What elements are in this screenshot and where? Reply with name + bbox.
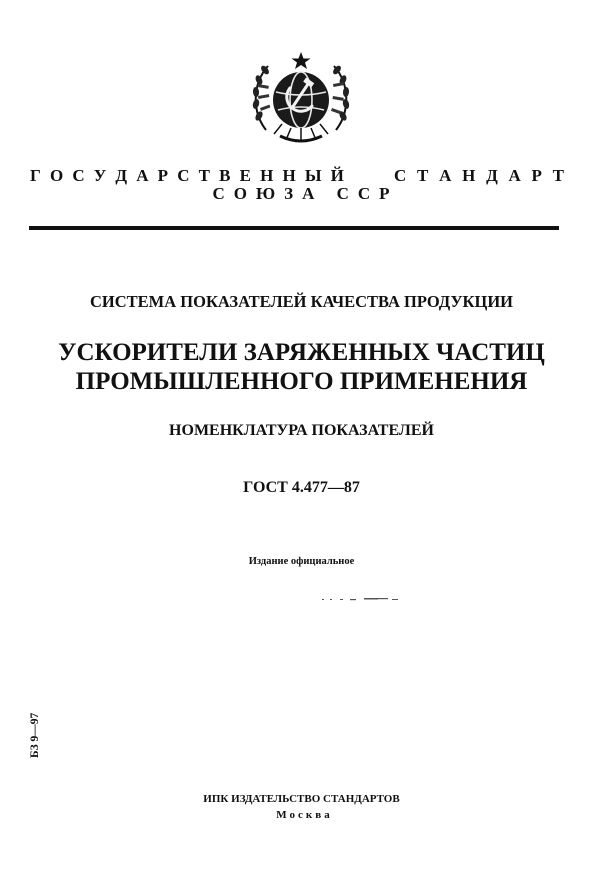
header-letter: Т [417, 166, 429, 185]
header-word-standard [394, 166, 564, 186]
document-title [0, 338, 603, 396]
header-letter: С [177, 166, 190, 185]
header-letter: А [439, 166, 452, 185]
header-letter: В [219, 166, 231, 185]
header-letter: Й [330, 166, 344, 185]
header-letter: Р [531, 166, 542, 185]
publisher-city: Москва [276, 809, 333, 821]
header-letter: А [136, 166, 149, 185]
header-line-2: СОЮЗА ССР [212, 184, 399, 203]
header-letter: С [394, 166, 407, 185]
header-word-state [30, 166, 344, 186]
header-letter: Е [239, 166, 251, 185]
document-subtitle: НОМЕНКЛАТУРА ПОКАЗАТЕЛЕЙ [169, 422, 434, 439]
edition-note: Издание официальное [248, 556, 355, 567]
header-letter: Ы [304, 166, 322, 185]
header-letter: Д [486, 166, 498, 185]
header-letter: Н [260, 166, 274, 185]
header-letter: У [93, 166, 107, 185]
document-title-line-2: ПРОМЫШЛЕННОГО ПРИМЕНЕНИЯ [75, 368, 528, 395]
header-letter: Т [198, 166, 210, 185]
standard-number: ГОСТ 4.477—87 [243, 479, 360, 496]
scan-specks [320, 594, 404, 604]
header-letter: А [508, 166, 521, 185]
header-letter: Н [282, 166, 296, 185]
ussr-state-emblem-icon [246, 50, 356, 146]
header-letter: Д [115, 166, 128, 185]
header-letter: О [49, 166, 64, 185]
header-divider-rule [29, 226, 559, 230]
header-letter: Т [552, 166, 564, 185]
header-letter: Г [30, 166, 41, 185]
side-registration-code: БЗ 9—97 [29, 712, 41, 758]
header-line-1 [30, 166, 564, 186]
publisher-name: ИПК ИЗДАТЕЛЬСТВО СТАНДАРТОВ [203, 793, 400, 805]
header-letter: Н [462, 166, 476, 185]
header-letter: С [72, 166, 85, 185]
document-title-line-1: УСКОРИТЕЛИ ЗАРЯЖЕННЫХ ЧАСТИЦ [58, 339, 545, 366]
header-letter: Р [157, 166, 169, 185]
series-title: СИСТЕМА ПОКАЗАТЕЛЕЙ КАЧЕСТВА ПРОДУКЦИИ [89, 292, 514, 311]
